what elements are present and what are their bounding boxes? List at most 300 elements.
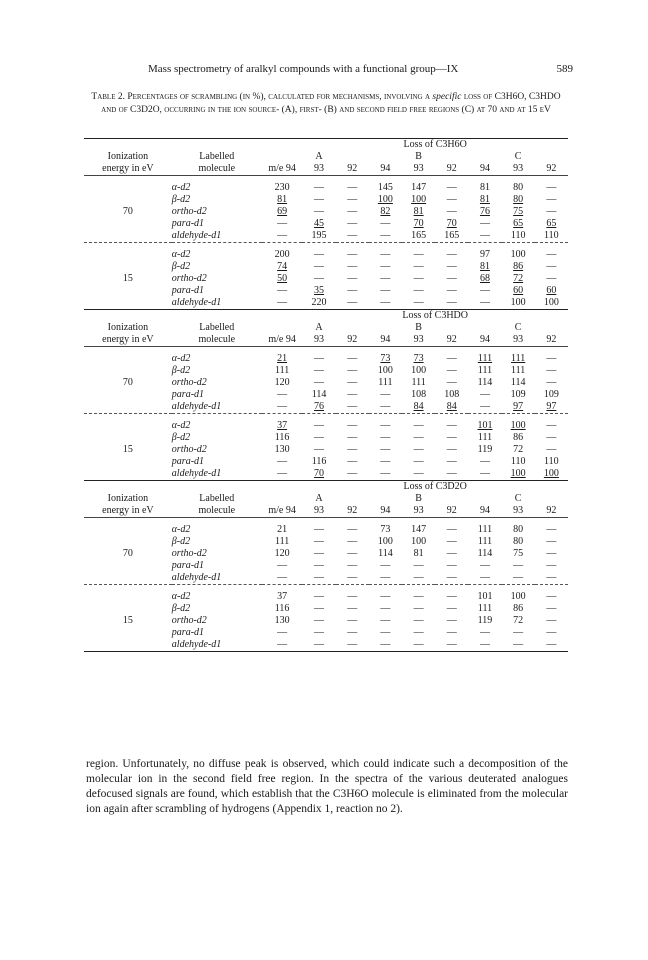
scrambling-value: —: [380, 560, 391, 571]
scrambling-value: —: [380, 615, 391, 626]
scrambling-value: —: [413, 297, 424, 308]
scrambling-value: —: [546, 365, 557, 376]
mass-94-value: —: [277, 572, 288, 583]
running-head: [118, 63, 573, 77]
blank-cell: [84, 285, 172, 297]
scrambling-value: —: [446, 297, 457, 308]
labelled-molecule: para-d1: [171, 218, 205, 229]
column-header: 93: [513, 334, 524, 345]
scrambling-value: —: [479, 285, 490, 296]
molecule-header: molecule: [198, 163, 236, 174]
scrambling-value: —: [413, 432, 424, 443]
scrambling-value: —: [347, 389, 358, 400]
blank-cell: [84, 603, 172, 615]
mass-header: m/e 94: [268, 505, 296, 516]
scrambling-value: —: [446, 444, 457, 455]
scrambling-value: 35: [314, 285, 325, 296]
table-bottom-rule: [84, 652, 568, 655]
column-header: 93: [413, 334, 424, 345]
scrambling-value: 100: [377, 194, 393, 205]
blank-cell: [369, 322, 402, 334]
scrambling-value: —: [380, 591, 391, 602]
scrambling-value: 119: [477, 444, 493, 455]
blank-cell: [535, 151, 568, 163]
scrambling-value: 101: [477, 420, 493, 431]
scrambling-value: —: [446, 420, 457, 431]
scrambling-value: —: [479, 456, 490, 467]
scrambling-value: 97: [479, 249, 490, 260]
scrambling-table: [84, 138, 568, 654]
blank-cell: [262, 481, 303, 494]
scrambling-value: —: [546, 420, 557, 431]
scrambling-value: —: [513, 639, 524, 650]
column-header: 92: [446, 334, 457, 345]
scrambling-value: —: [546, 572, 557, 583]
blank-cell: [435, 493, 468, 505]
labelled-molecule: ortho-d2: [171, 444, 207, 455]
table-row: [84, 560, 568, 572]
group-c-header: C: [514, 151, 522, 162]
blank-cell: [84, 194, 172, 206]
scrambling-value: 111: [477, 603, 493, 614]
scrambling-value: —: [347, 182, 358, 193]
column-header: 92: [446, 163, 457, 174]
scrambling-value: —: [380, 230, 391, 241]
scrambling-value: —: [546, 603, 557, 614]
table-row: [84, 353, 568, 365]
header-row-1: [84, 493, 568, 505]
scrambling-value: —: [479, 389, 490, 400]
blank-cell: [84, 536, 172, 548]
scrambling-value: —: [446, 182, 457, 193]
scrambling-value: —: [413, 273, 424, 284]
scrambling-value: —: [413, 261, 424, 272]
scrambling-value: 80: [513, 182, 524, 193]
group-a-header: A: [315, 493, 323, 504]
scrambling-value: 73: [413, 353, 424, 364]
scrambling-value: —: [413, 456, 424, 467]
scrambling-value: 111: [477, 524, 493, 535]
column-header: 94: [380, 163, 391, 174]
labelled-molecule: aldehyde-d1: [171, 401, 222, 412]
scrambling-value: —: [380, 627, 391, 638]
scrambling-value: 110: [510, 456, 526, 467]
blank-cell: [336, 151, 369, 163]
scrambling-value: 100: [543, 297, 559, 308]
scrambling-value: —: [314, 615, 325, 626]
scrambling-value: —: [314, 249, 325, 260]
scrambling-value: —: [347, 548, 358, 559]
table-row: [84, 377, 568, 389]
table-caption: [86, 91, 566, 117]
scrambling-value: —: [380, 432, 391, 443]
table-row: [84, 285, 568, 297]
scrambling-value: 76: [314, 401, 325, 412]
scrambling-value: 97: [513, 401, 524, 412]
scrambling-value: —: [446, 285, 457, 296]
scrambling-value: 101: [477, 591, 493, 602]
scrambling-value: 75: [513, 548, 524, 559]
labelled-molecule: para-d1: [171, 285, 205, 296]
scrambling-value: —: [446, 560, 457, 571]
scrambling-value: —: [479, 218, 490, 229]
running-head-title: Mass spectrometry of aralkyl compounds with a functional group—IX: [148, 63, 459, 75]
table-row: [84, 230, 568, 243]
scrambling-value: —: [546, 524, 557, 535]
ionization-energy: 15: [122, 444, 133, 455]
column-header: 93: [413, 163, 424, 174]
labelled-molecule: α-d2: [171, 524, 191, 535]
scrambling-value: 60: [546, 285, 557, 296]
column-header: 92: [546, 163, 557, 174]
table-row: [84, 615, 568, 627]
scrambling-value: —: [546, 249, 557, 260]
table-row: [84, 627, 568, 639]
scrambling-value: 111: [411, 377, 426, 388]
scrambling-value: —: [347, 249, 358, 260]
header-row-1: [84, 322, 568, 334]
scrambling-value: 100: [543, 468, 559, 479]
mass-94-value: —: [277, 285, 288, 296]
blank-cell: [84, 524, 172, 536]
blank-cell: [369, 493, 402, 505]
blank-cell: [84, 249, 172, 261]
scrambling-value: —: [413, 285, 424, 296]
scrambling-value: 86: [513, 432, 524, 443]
scrambling-value: —: [314, 353, 325, 364]
scrambling-value: —: [380, 261, 391, 272]
blank-cell: [84, 353, 172, 365]
table-row: [84, 548, 568, 560]
scrambling-value: —: [380, 444, 391, 455]
blank-cell: [435, 322, 468, 334]
scrambling-value: 114: [477, 377, 493, 388]
scrambling-value: 97: [546, 401, 557, 412]
scrambling-value: —: [347, 401, 358, 412]
scrambling-value: 45: [314, 218, 325, 229]
scrambling-value: —: [446, 365, 457, 376]
blank-cell: [84, 261, 172, 273]
table-row: [84, 591, 568, 603]
scrambling-value: —: [546, 627, 557, 638]
table-row: [84, 536, 568, 548]
scrambling-value: —: [314, 182, 325, 193]
body-paragraph: [86, 757, 568, 817]
blank-cell: [172, 310, 262, 323]
labelled-molecule: aldehyde-d1: [171, 468, 222, 479]
scrambling-value: —: [314, 603, 325, 614]
scrambling-value: —: [546, 591, 557, 602]
blank-cell: [468, 322, 501, 334]
labelled-molecule: α-d2: [171, 353, 191, 364]
caption-text-italic: specific: [432, 92, 462, 102]
ionization-header: Ionization: [107, 493, 149, 504]
table-row: [84, 639, 568, 652]
blank-cell: [84, 468, 172, 481]
scrambling-value: 82: [380, 206, 391, 217]
column-header: 93: [513, 505, 524, 516]
scrambling-value: 72: [513, 444, 524, 455]
column-header: 94: [479, 505, 490, 516]
scrambling-value: —: [546, 615, 557, 626]
scrambling-value: —: [413, 639, 424, 650]
molecule-header: molecule: [198, 505, 236, 516]
scrambling-value: 68: [479, 273, 490, 284]
scrambling-value: —: [446, 261, 457, 272]
scrambling-value: —: [479, 627, 490, 638]
scrambling-value: 100: [510, 420, 526, 431]
column-header: 93: [413, 505, 424, 516]
group-c-header: C: [514, 322, 522, 333]
loss-title: Loss of C3HDO: [302, 310, 568, 323]
scrambling-value: —: [314, 524, 325, 535]
scrambling-value: —: [380, 218, 391, 229]
scrambling-value: —: [446, 194, 457, 205]
scrambling-value: —: [347, 560, 358, 571]
scrambling-value: —: [314, 206, 325, 217]
blank-cell: [262, 322, 303, 334]
scrambling-value: —: [380, 389, 391, 400]
scrambling-value: —: [513, 572, 524, 583]
labelled-molecule: α-d2: [171, 249, 191, 260]
blank-cell: [84, 310, 172, 323]
table-row: [84, 365, 568, 377]
blank-cell: [468, 151, 501, 163]
scrambling-value: —: [513, 560, 524, 571]
mass-94-value: —: [277, 627, 288, 638]
labelled-molecule: ortho-d2: [171, 548, 207, 559]
mass-94-value: 200: [274, 249, 290, 260]
column-header: 92: [546, 334, 557, 345]
scrambling-value: —: [347, 524, 358, 535]
scrambling-value: 109: [510, 389, 526, 400]
scrambling-value: —: [347, 353, 358, 364]
scrambling-value: 145: [377, 182, 393, 193]
blank-cell: [262, 151, 303, 163]
mass-header: m/e 94: [268, 334, 296, 345]
scrambling-value: —: [347, 377, 358, 388]
scrambling-value: —: [314, 560, 325, 571]
scrambling-value: —: [446, 627, 457, 638]
scrambling-value: 100: [411, 365, 427, 376]
scrambling-value: —: [413, 249, 424, 260]
scrambling-value: —: [314, 572, 325, 583]
blank-cell: [535, 493, 568, 505]
scrambling-value: 114: [378, 548, 393, 559]
mass-94-value: 74: [277, 261, 288, 272]
scrambling-value: —: [347, 297, 358, 308]
blank-cell: [262, 493, 303, 505]
mass-94-value: —: [277, 401, 288, 412]
scrambling-value: 110: [544, 230, 559, 241]
scrambling-value: —: [479, 468, 490, 479]
scrambling-value: —: [314, 377, 325, 388]
mass-94-value: 21: [277, 524, 288, 535]
scrambling-value: —: [446, 249, 457, 260]
scrambling-value: —: [347, 194, 358, 205]
mass-94-value: —: [277, 218, 288, 229]
scrambling-value: 165: [444, 230, 460, 241]
ionization-header: Ionization: [107, 151, 149, 162]
scrambling-value: —: [347, 627, 358, 638]
scrambling-value: —: [347, 536, 358, 547]
scrambling-value: —: [347, 603, 358, 614]
group-b-header: B: [415, 151, 422, 162]
scrambling-value: 111: [378, 377, 393, 388]
caption-text-b: loss of C3H6O, C3HDO and of C3D2O, occurring in the ion source- (A), first- (B) and second field free regions (C) at 70 and at 15 eV: [101, 92, 561, 115]
blank-cell: [84, 230, 172, 243]
scrambling-value: —: [380, 285, 391, 296]
table-row: [84, 249, 568, 261]
blank-cell: [336, 322, 369, 334]
scrambling-value: —: [446, 468, 457, 479]
loss-title-row: [84, 481, 568, 494]
labelled-molecule: α-d2: [171, 420, 191, 431]
scrambling-value: 111: [477, 536, 493, 547]
scrambling-value: 111: [511, 353, 526, 364]
blank-cell: [84, 182, 172, 194]
scrambling-value: 110: [510, 230, 526, 241]
mass-94-value: 130: [274, 615, 290, 626]
scrambling-value: —: [479, 572, 490, 583]
ionization-energy: 70: [122, 377, 133, 388]
energy-unit-header: energy in eV: [102, 505, 154, 516]
scrambling-value: —: [446, 536, 457, 547]
mass-94-value: 116: [274, 432, 290, 443]
table-row: [84, 297, 568, 310]
mass-94-value: 230: [274, 182, 290, 193]
scrambling-value: —: [446, 273, 457, 284]
header-row-2: [84, 163, 568, 176]
labelled-molecule: para-d1: [171, 560, 205, 571]
scrambling-value: 81: [479, 261, 490, 272]
scrambling-value: —: [380, 603, 391, 614]
table-row: [84, 194, 568, 206]
blank-cell: [435, 151, 468, 163]
scrambling-value: —: [347, 572, 358, 583]
scrambling-value: —: [380, 456, 391, 467]
scrambling-value: —: [314, 627, 325, 638]
scrambling-value: 80: [513, 524, 524, 535]
column-header: 92: [546, 505, 557, 516]
labelled-molecule: β-d2: [171, 432, 191, 443]
scrambling-value: —: [380, 249, 391, 260]
scrambling-value: 70: [314, 468, 325, 479]
mass-94-value: —: [277, 230, 288, 241]
scrambling-value: 80: [513, 194, 524, 205]
scrambling-value: 100: [510, 297, 526, 308]
scrambling-value: —: [347, 218, 358, 229]
scrambling-value: 111: [511, 365, 526, 376]
labelled-molecule: ortho-d2: [171, 615, 207, 626]
scrambling-value: —: [347, 468, 358, 479]
blank-cell: [84, 627, 172, 639]
blank-cell: [172, 481, 262, 494]
table-row: [84, 182, 568, 194]
scrambling-value: —: [347, 420, 358, 431]
loss-title-row: [84, 139, 568, 152]
scrambling-value: —: [546, 194, 557, 205]
scrambling-value: —: [546, 206, 557, 217]
scrambling-value: —: [546, 432, 557, 443]
scrambling-value: —: [314, 639, 325, 650]
scrambling-value: —: [446, 615, 457, 626]
energy-unit-header: energy in eV: [102, 334, 154, 345]
column-header: 93: [513, 163, 524, 174]
scrambling-value: 116: [311, 456, 327, 467]
labelled-molecule: para-d1: [171, 627, 205, 638]
header-row-2: [84, 505, 568, 518]
mass-94-value: 111: [274, 365, 290, 376]
scrambling-value: —: [380, 273, 391, 284]
mass-94-value: —: [277, 468, 288, 479]
scrambling-value: 111: [477, 353, 493, 364]
loss-title-row: [84, 310, 568, 323]
scrambling-value: 60: [513, 285, 524, 296]
table-row: [84, 456, 568, 468]
group-b-header: B: [415, 493, 422, 504]
mass-header: m/e 94: [268, 163, 296, 174]
labelled-molecule: ortho-d2: [171, 377, 207, 388]
scrambling-value: —: [347, 639, 358, 650]
labelled-molecule: β-d2: [171, 194, 191, 205]
blank-cell: [84, 591, 172, 603]
scrambling-value: —: [446, 639, 457, 650]
table-row: [84, 273, 568, 285]
group-c-header: C: [514, 493, 522, 504]
scrambling-value: —: [380, 468, 391, 479]
ionization-energy: 15: [122, 273, 133, 284]
table-row: [84, 420, 568, 432]
mass-94-value: 69: [277, 206, 288, 217]
blank-cell: [84, 139, 172, 152]
column-header: 93: [314, 505, 325, 516]
table-row: [84, 603, 568, 615]
column-header: 94: [380, 334, 391, 345]
scrambling-value: 108: [411, 389, 427, 400]
scrambling-value: —: [347, 206, 358, 217]
column-header: 92: [347, 334, 358, 345]
scrambling-value: —: [314, 432, 325, 443]
scrambling-value: —: [446, 524, 457, 535]
scrambling-value: —: [347, 230, 358, 241]
labelled-molecule: ortho-d2: [171, 206, 207, 217]
scrambling-value: 100: [411, 194, 427, 205]
scrambling-value: —: [314, 591, 325, 602]
column-header: 94: [479, 334, 490, 345]
scrambling-value: —: [546, 261, 557, 272]
scrambling-value: —: [546, 548, 557, 559]
scrambling-value: —: [347, 432, 358, 443]
table-row: [84, 468, 568, 481]
scrambling-value: —: [413, 572, 424, 583]
scrambling-value: 72: [513, 273, 524, 284]
labelled-molecule: β-d2: [171, 603, 191, 614]
table-row: [84, 444, 568, 456]
scrambling-value: —: [479, 639, 490, 650]
scrambling-value: —: [347, 456, 358, 467]
scrambling-value: 165: [411, 230, 427, 241]
blank-cell: [262, 139, 303, 152]
blank-cell: [84, 639, 172, 652]
column-header: 92: [347, 505, 358, 516]
scrambling-value: —: [546, 536, 557, 547]
scrambling-value: —: [314, 273, 325, 284]
labelled-molecule: aldehyde-d1: [171, 572, 222, 583]
scrambling-value: —: [479, 560, 490, 571]
blank-cell: [262, 310, 303, 323]
scrambling-value: 81: [413, 548, 424, 559]
